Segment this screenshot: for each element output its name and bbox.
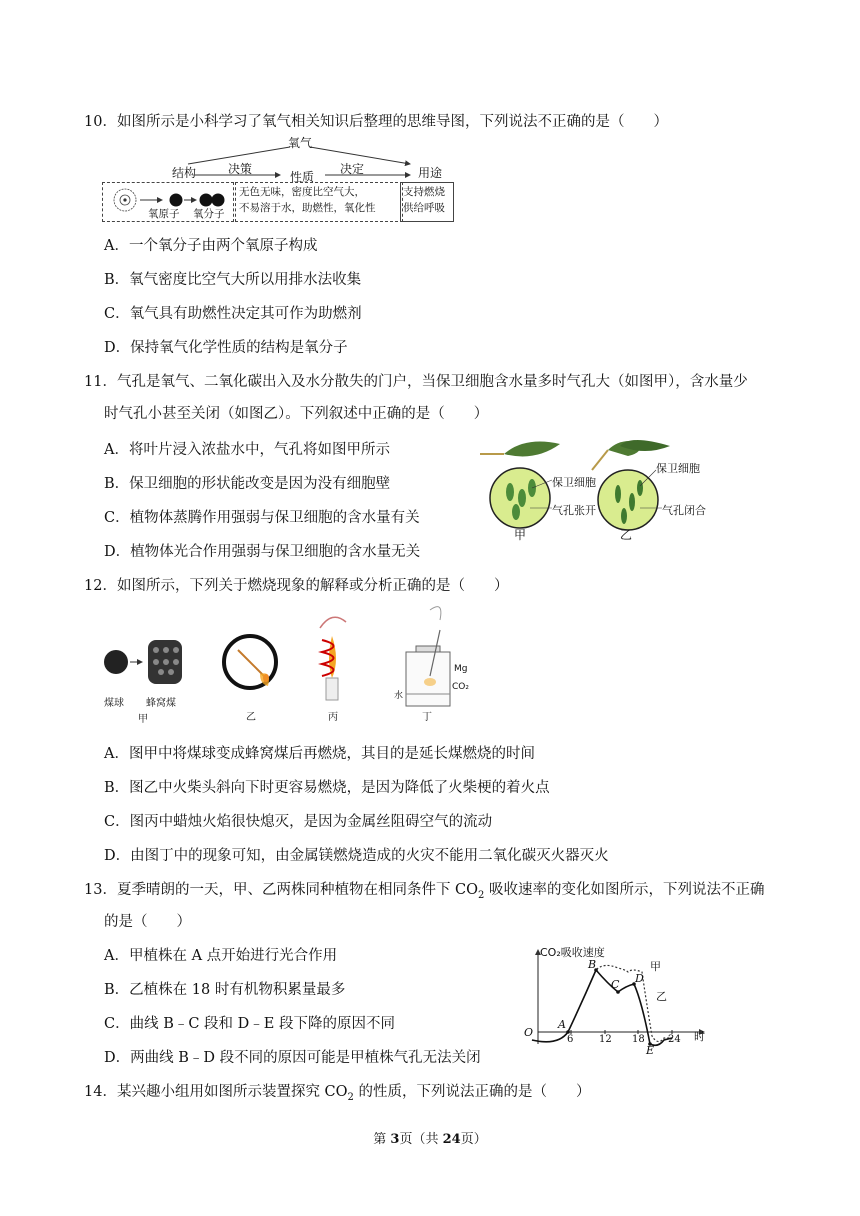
- point-c: C: [611, 978, 620, 991]
- atom-label: 氧原子: [148, 208, 180, 220]
- mg-label: Mg: [454, 664, 468, 674]
- usage-line2: 供给呼吸: [403, 202, 445, 214]
- mindmap-decide2: 决定: [340, 162, 365, 176]
- graph-xlabel: 时: [694, 1030, 705, 1043]
- q12-combustion-figure: [100, 600, 480, 728]
- water-label: 水: [394, 691, 404, 701]
- q13-co2-graph: [518, 940, 714, 1058]
- q11-option-b: B．保卫细胞的形状能改变是因为没有细胞壁: [104, 476, 391, 492]
- footer-page-number: 3: [390, 1132, 400, 1147]
- q13-stem-line2: 的是（ ）: [104, 914, 191, 930]
- q13-option-b: B．乙植株在 18 时有机物积累量最多: [104, 982, 346, 998]
- mindmap-structure: 结构: [172, 166, 197, 180]
- fig-yi-label: 乙: [246, 712, 256, 723]
- q11-stem-line2: 时气孔小甚至关闭（如图乙）。下列叙述中正确的是（ ）: [104, 406, 489, 422]
- graph-origin: O: [524, 1026, 534, 1039]
- point-a: A: [558, 1018, 566, 1031]
- co2-label: CO₂: [452, 682, 469, 692]
- mindmap-oxygen: 氧气: [288, 136, 313, 150]
- q14-stem-sub: 2: [347, 1091, 354, 1103]
- point-e: E: [646, 1044, 655, 1057]
- q11-option-c: C．植物体蒸腾作用强弱与保卫细胞的含水量有关: [104, 510, 420, 526]
- q12-option-c: C．图丙中蜡烛火焰很快熄灭，是因为金属丝阻碍空气的流动: [104, 814, 493, 830]
- tick-6: 6: [567, 1034, 574, 1045]
- q10-option-a: A．一个氧分子由两个氧原子构成: [104, 238, 318, 254]
- usage-line1: 支持燃烧: [403, 186, 445, 198]
- fig-yi-label: 乙: [620, 528, 633, 542]
- property-box: [235, 182, 403, 222]
- footer-middle: 页（共: [399, 1132, 443, 1147]
- q13-option-c: C．曲线 B﹣C 段和 D﹣E 段下降的原因不同: [104, 1016, 395, 1032]
- coal-ball-label: 煤球: [104, 698, 124, 709]
- property-line1: 无色无味，密度比空气大，: [239, 186, 365, 198]
- q12-stem: 12．如图所示，下列关于燃烧现象的解释或分析正确的是（ ）: [84, 578, 509, 594]
- stoma-open-label: 气孔张开: [552, 504, 596, 517]
- footer-total-pages: 24: [442, 1132, 461, 1147]
- curve-yi-label: 乙: [656, 990, 667, 1003]
- fig-jia-label: 甲: [138, 714, 148, 725]
- property-line2: 不易溶于水，助燃性，氧化性: [239, 202, 376, 214]
- mindmap-property: 性质: [290, 170, 315, 184]
- q13-stem-line1: [84, 878, 765, 901]
- molecule-label: 氧分子: [193, 208, 225, 220]
- q10-stem: 10．如图所示是小科学习了氧气相关知识后整理的思维导图，下列说法不正确的是（ ）: [84, 114, 668, 130]
- honeycomb-label: 蜂窝煤: [146, 698, 176, 709]
- curve-jia-label: 甲: [650, 960, 661, 973]
- guard-cell-label-a: 保卫细胞: [552, 476, 596, 489]
- tick-24: 24: [668, 1034, 681, 1045]
- mindmap-usage: 用途: [418, 166, 443, 180]
- q13-option-a: A．甲植株在 A 点开始进行光合作用: [104, 948, 338, 964]
- stoma-closed-label: 气孔闭合: [662, 504, 706, 517]
- q11-stem-line1: 11．气孔是氧气、二氧化碳出入及水分散失的门户，当保卫细胞含水量多时气孔大（如图甲），含水量少: [84, 374, 748, 390]
- footer-prefix: 第: [373, 1132, 391, 1147]
- q10-option-b: B．氧气密度比空气大所以用排水法收集: [104, 272, 362, 288]
- point-b: B: [588, 958, 597, 971]
- point-d: D: [635, 972, 644, 985]
- page-footer: [0, 1128, 860, 1147]
- q11-stomata-figure: [480, 436, 730, 540]
- q13-option-d: D．两曲线 B﹣D 段不同的原因可能是甲植株气孔无法关闭: [104, 1050, 481, 1066]
- fig-jia-label: 甲: [514, 528, 527, 542]
- q13-stem-part2: 吸收速率的变化如图所示，下列说法不正确: [484, 882, 765, 898]
- footer-suffix: 页）: [460, 1132, 487, 1147]
- guard-cell-label-b: 保卫细胞: [656, 462, 700, 475]
- q14-stem-part2: 的性质，下列说法正确的是（ ）: [353, 1084, 591, 1100]
- q13-stem-sub: 2: [478, 889, 485, 901]
- tick-18: 18: [632, 1034, 645, 1045]
- graph-ylabel: CO₂吸收速度: [540, 946, 605, 959]
- q12-option-d: D．由图丁中的现象可知，由金属镁燃烧造成的火灾不能用二氧化碳灭火器灭火: [104, 848, 609, 864]
- mindmap-decide1: 决策: [228, 162, 253, 176]
- q14-stem-part1: 14．某兴趣小组用如图所示装置探究 CO: [84, 1084, 348, 1100]
- fig-ding-label: 丁: [422, 712, 432, 723]
- q11-option-a: A．将叶片浸入浓盐水中，气孔将如图甲所示: [104, 442, 390, 458]
- fig-bing-label: 丙: [328, 712, 338, 723]
- q13-stem-part1: 13．夏季晴朗的一天，甲、乙两株同种植物在相同条件下 CO: [84, 882, 479, 898]
- q10-mindmap: [100, 134, 460, 226]
- q11-option-d: D．植物体光合作用强弱与保卫细胞的含水量无关: [104, 544, 421, 560]
- stomata-drawing: [480, 436, 730, 540]
- q10-option-d: D．保持氧气化学性质的结构是氧分子: [104, 340, 348, 356]
- tick-12: 12: [599, 1034, 612, 1045]
- q10-option-c: C．氧气具有助燃性决定其可作为助燃剂: [104, 306, 362, 322]
- q12-option-a: A．图甲中将煤球变成蜂窝煤后再燃烧，其目的是延长煤燃烧的时间: [104, 746, 535, 762]
- q12-option-b: B．图乙中火柴头斜向下时更容易燃烧，是因为降低了火柴梗的着火点: [104, 780, 550, 796]
- q14-stem: [84, 1080, 591, 1103]
- usage-box: [400, 182, 454, 222]
